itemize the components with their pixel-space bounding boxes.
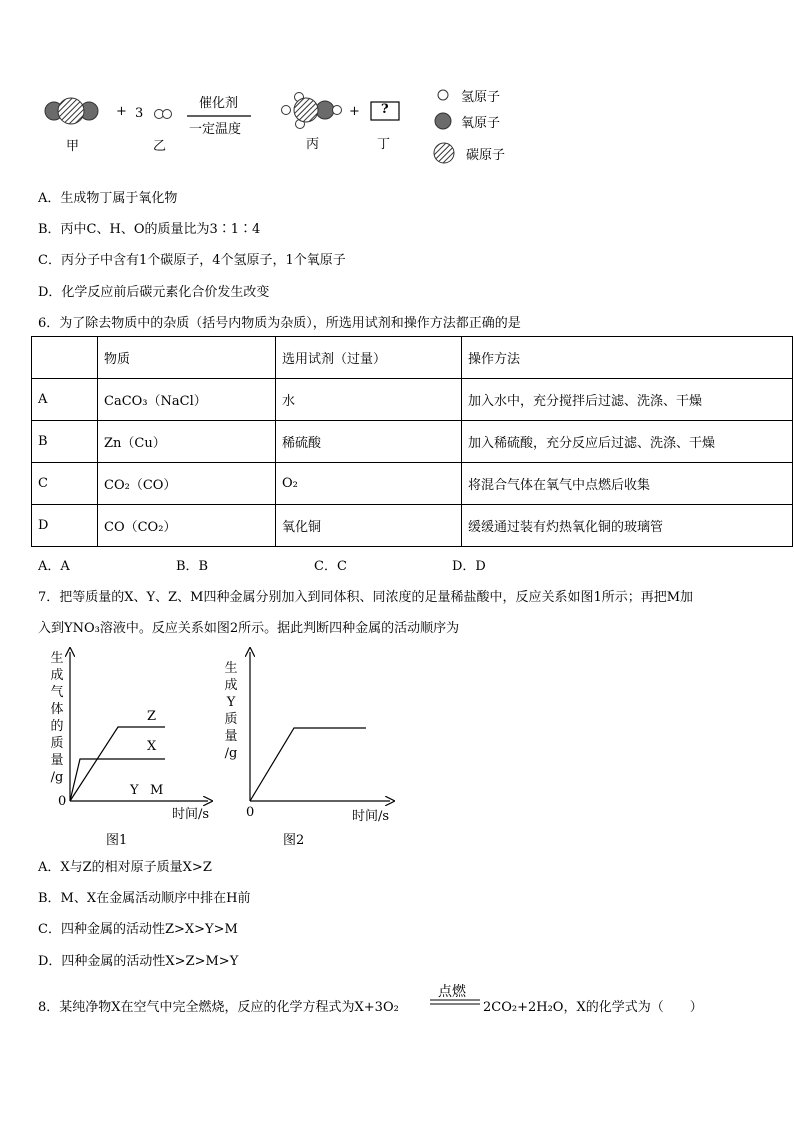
table-cell: 加入水中，充分搅拌后过滤、洗涤、干燥 — [462, 379, 793, 421]
fig1-caption: 图1 — [106, 833, 128, 848]
fig2-ylabel-char: /g — [224, 746, 238, 761]
q8-question-suffix: 2CO₂+2H₂O，X的化学式为（ ） — [483, 1000, 703, 1015]
q5-option-a: A．生成物丁属于氧化物 — [38, 191, 178, 206]
table-cell: 稀硫酸 — [276, 421, 462, 463]
table-cell: 将混合气体在氧气中点燃后收集 — [462, 463, 793, 505]
fig1-label-m: M — [150, 783, 164, 798]
q6-option-a: A．A — [38, 559, 70, 574]
fig1-ylabel-char: 质 — [50, 736, 64, 751]
q7-option-d: D．四种金属的活动性X>Z>M>Y — [38, 954, 239, 969]
table-cell: CO₂（CO） — [98, 463, 276, 505]
table-header-cell: 选用试剂（过量） — [276, 337, 462, 379]
q7-option-b: B．M、X在金属活动顺序中排在H前 — [38, 891, 251, 906]
q7-option-c: C．四种金属的活动性Z>X>Y>M — [38, 922, 238, 937]
q6-question: 6．为了除去物质中的杂质（括号内物质为杂质），所选用试剂和操作方法都正确的是 — [38, 316, 521, 331]
fig1-ylabel-char: /g — [50, 770, 64, 785]
table-cell: CaCO₃（NaCl） — [98, 379, 276, 421]
label-ding: 丁 — [377, 137, 391, 152]
q6-option-d: D．D — [452, 559, 486, 574]
coefficient-yi: 3 — [135, 106, 144, 121]
fig2-caption: 图2 — [283, 833, 305, 848]
q7-question-line2: 入到YNO₃溶液中。反应关系如图2所示。据此判断四种金属的活动顺序为 — [38, 621, 460, 636]
q5-option-d: D．化学反应前后碳元素化合价发生改变 — [38, 285, 270, 300]
fig2-ylabel — [224, 660, 238, 762]
table-cell: 缓缓通过装有灼热氧化铜的玻璃管 — [462, 505, 793, 547]
table-header-cell: 操作方法 — [462, 337, 793, 379]
fig1-ylabel-char: 量 — [50, 753, 64, 768]
q8-condition: 点燃 — [438, 984, 466, 1000]
q8-question-prefix: 8．某纯净物X在空气中完全燃烧，反应的化学方程式为X+3O₂ — [38, 1000, 399, 1015]
fig1-label-x: X — [147, 739, 157, 754]
fig2-origin: 0 — [246, 805, 255, 820]
fig2-xlabel: 时间/s — [352, 809, 390, 824]
table-cell: 氧化铜 — [276, 505, 462, 547]
fig1-origin: 0 — [58, 794, 67, 809]
fig1-label-y: Y — [130, 783, 139, 798]
table-header-cell: 物质 — [98, 337, 276, 379]
temperature-label: 一定温度 — [189, 122, 242, 137]
fig2-ylabel-char: 生 — [224, 661, 238, 676]
fig1-ylabel-char: 体 — [50, 702, 64, 717]
table-cell: Zn（Cu） — [98, 421, 276, 463]
plus-sign-1: + — [116, 104, 127, 119]
fig1-ylabel-char: 气 — [50, 685, 64, 700]
plus-sign-2: + — [349, 104, 360, 119]
table-cell: 加入稀硫酸，充分反应后过滤、洗涤、干燥 — [462, 421, 793, 463]
q6-option-c: C．C — [314, 559, 347, 574]
legend-oxygen: 氧原子 — [461, 116, 501, 131]
q7-question-line1: 7．把等质量的X、Y、Z、M四种金属分别加入到同体积、同浓度的足量稀盐酸中，反应关系如图1所示；再把M加 — [38, 590, 694, 605]
catalyst-label: 催化剂 — [199, 96, 239, 111]
table-cell: C — [32, 463, 98, 505]
fig1-ylabel-char: 生 — [50, 651, 64, 666]
legend-carbon: 碳原子 — [466, 148, 506, 163]
q5-option-b: B．丙中C、H、O的质量比为3∶1∶4 — [38, 222, 261, 237]
table-cell: O₂ — [276, 463, 462, 505]
legend-hydrogen: 氢原子 — [461, 90, 501, 105]
fig2-line — [250, 728, 366, 801]
fig1-label-z: Z — [147, 709, 157, 724]
fig1-xlabel: 时间/s — [172, 807, 210, 822]
table-cell: CO（CO₂） — [98, 505, 276, 547]
fig1-ylabel-char: 成 — [50, 668, 64, 683]
label-yi: 乙 — [153, 139, 167, 154]
q6-option-b: B．B — [176, 559, 209, 574]
fig1-ylabel — [50, 650, 64, 786]
fig2-ylabel-char: 质 — [224, 712, 238, 727]
table-cell: A — [32, 379, 98, 421]
q7-option-a: A．X与Z的相对原子质量X>Z — [38, 860, 212, 875]
fig1-ylabel-char: 的 — [50, 719, 64, 734]
q8-equals-sign — [430, 998, 482, 1006]
table-cell: B — [32, 421, 98, 463]
fig2-ylabel-char: Y — [226, 695, 236, 710]
table-cell: D — [32, 505, 98, 547]
q5-option-c: C．丙分子中含有1个碳原子，4个氢原子，1个氧原子 — [38, 253, 346, 268]
unknown-mark: ? — [381, 102, 389, 117]
table-cell: 水 — [276, 379, 462, 421]
fig2-ylabel-char: 量 — [224, 729, 238, 744]
label-jia: 甲 — [66, 139, 80, 154]
label-bing: 丙 — [306, 137, 320, 152]
fig2-ylabel-char: 成 — [224, 678, 238, 693]
